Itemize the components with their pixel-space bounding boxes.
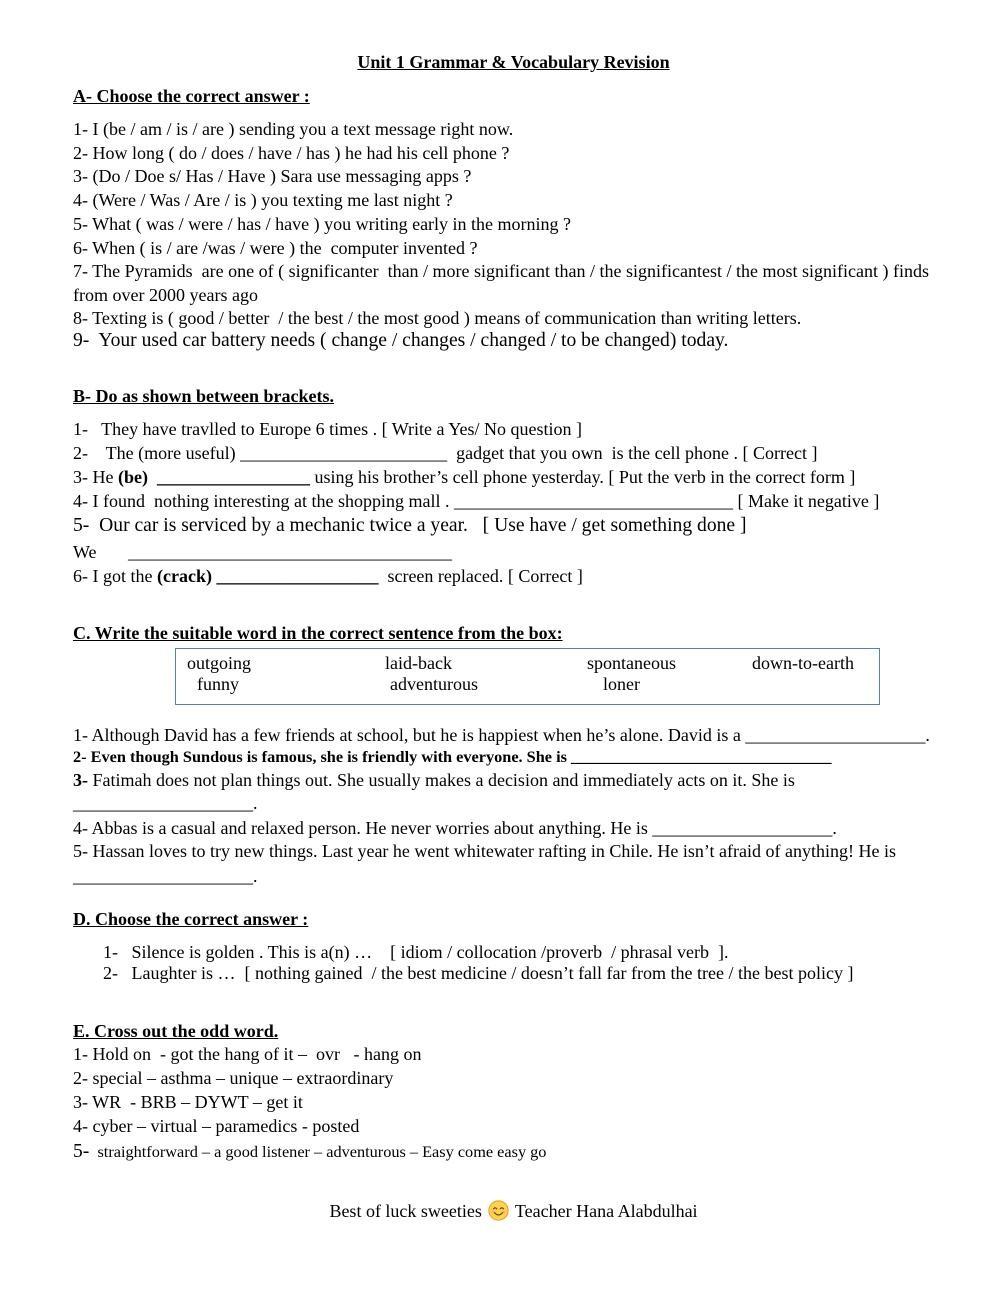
- question-b4: 4- I found nothing interesting at the shopping mall . _______________________________ [ Make it negative ]: [73, 491, 880, 511]
- question-a1: 1- I (be / am / is / are ) sending you a text message right now.: [73, 119, 514, 139]
- odd-word-e5: [73, 1139, 546, 1163]
- question-a8: 8- Texting is ( good / better / the best / the most good ) means of communication than writing letters.: [73, 308, 802, 328]
- question-b6-prefix: 6- I got the: [73, 566, 157, 586]
- odd-word-e5-number: 5-: [73, 1141, 90, 1162]
- question-d2: 2- Laughter is … [ nothing gained / the best medicine / doesn’t fall far from the tree / the best policy ]: [103, 963, 854, 983]
- odd-word-e3: 3- WR - BRB – DYWT – get it: [73, 1092, 303, 1112]
- question-b3-verb: (be): [117, 467, 148, 487]
- sentence-c5-answer-line: ____________________.: [73, 866, 258, 886]
- smiling-face-icon: [488, 1200, 509, 1221]
- question-a7-continued: from over 2000 years ago: [73, 285, 258, 305]
- sentence-c5: 5- Hassan loves to try new things. Last year he went whitewater rafting in Chile. He isn’t afraid of anything! He is: [73, 841, 896, 861]
- question-d1: 1- Silence is golden . This is a(n) … [ idiom / collocation /proverb / phrasal verb ].: [103, 942, 729, 962]
- section-b-heading: B- Do as shown between brackets.: [73, 386, 334, 406]
- question-a6: 6- When ( is / are /was / were ) the computer invented ?: [73, 238, 478, 258]
- question-a5: 5- What ( was / were / has / have ) you writing early in the morning ?: [73, 214, 572, 234]
- section-e-heading: E. Cross out the odd word.: [73, 1021, 279, 1041]
- odd-word-e5-text: straightforward – a good listener – adventurous – Easy come easy go: [89, 1142, 547, 1161]
- question-a9: 9- Your used car battery needs ( change / changes / changed / to be changed) today.: [73, 330, 729, 351]
- word-box-item-funny: funny: [197, 674, 239, 694]
- sentence-c4: 4- Abbas is a casual and relaxed person. He never worries about anything. He is ____________________.: [73, 818, 837, 838]
- sentence-c2: 2- Even though Sundous is famous, she is friendly with everyone. She is ________________________________: [73, 747, 832, 766]
- footer-note: [73, 1199, 954, 1223]
- question-b3-rest: using his brother’s cell phone yesterday. [ Put the verb in the correct form ]: [309, 467, 856, 487]
- sentence-c3-answer-line: ____________________.: [73, 793, 258, 813]
- section-d-heading: D. Choose the correct answer :: [73, 909, 309, 929]
- odd-word-e2: 2- special – asthma – unique – extraordinary: [73, 1068, 394, 1088]
- question-b6-blank: __________________: [211, 566, 379, 586]
- question-a2: 2- How long ( do / does / have / has ) he had his cell phone ?: [73, 143, 510, 163]
- sentence-c1: 1- Although David has a few friends at school, but he is happiest when he’s alone. David is a ____________________.: [73, 725, 930, 745]
- question-a3: 3- (Do / Doe s/ Has / Have ) Sara use messaging apps ?: [73, 166, 472, 186]
- question-b6: [73, 564, 583, 588]
- question-b5-answer-line: We ____________________________________: [73, 542, 453, 562]
- section-a-heading: A- Choose the correct answer :: [73, 86, 310, 106]
- question-b3-blank: _________________: [147, 467, 310, 487]
- section-c-heading: C. Write the suitable word in the correct sentence from the box:: [73, 623, 563, 643]
- word-box-item-loner: loner: [603, 674, 640, 694]
- word-box: [175, 648, 880, 705]
- question-b1: 1- They have travlled to Europe 6 times . [ Write a Yes/ No question ]: [73, 419, 583, 439]
- question-a7: 7- The Pyramids are one of ( significanter than / more significant than / the significantest / the most significant ) finds: [73, 261, 929, 281]
- odd-word-e1: 1- Hold on - got the hang of it – ovr - hang on: [73, 1044, 422, 1064]
- question-b5: 5- Our car is serviced by a mechanic twice a year. [ Use have / get something done ]: [73, 515, 747, 536]
- question-b6-word: (crack): [156, 566, 212, 586]
- sentence-c3-text: Fatimah does not plan things out. She usually makes a decision and immediately acts on it. She is: [88, 770, 795, 790]
- sentence-c3: [73, 768, 795, 792]
- question-a4: 4- (Were / Was / Are / is ) you texting me last night ?: [73, 190, 453, 210]
- sentence-c3-number: 3-: [73, 770, 88, 790]
- footer-greeting: Best of luck sweeties: [329, 1201, 482, 1221]
- word-box-item-laid-back: laid-back: [385, 653, 452, 673]
- footer-teacher-name: Teacher Hana Alabdulhai: [514, 1201, 698, 1221]
- question-b3: [73, 465, 855, 489]
- word-box-item-spontaneous: spontaneous: [587, 653, 676, 673]
- word-box-item-down-to-earth: down-to-earth: [752, 653, 854, 673]
- question-b6-rest: screen replaced. [ Correct ]: [378, 566, 583, 586]
- question-b3-prefix: 3- He: [73, 467, 118, 487]
- word-box-item-adventurous: adventurous: [390, 674, 478, 694]
- question-b2: 2- The (more useful) _______________________ gadget that you own is the cell phone . [ Correct ]: [73, 443, 818, 463]
- word-box-item-outgoing: outgoing: [187, 653, 252, 673]
- worksheet-title: Unit 1 Grammar & Vocabulary Revision: [357, 52, 670, 72]
- odd-word-e4: 4- cyber – virtual – paramedics - posted: [73, 1116, 360, 1136]
